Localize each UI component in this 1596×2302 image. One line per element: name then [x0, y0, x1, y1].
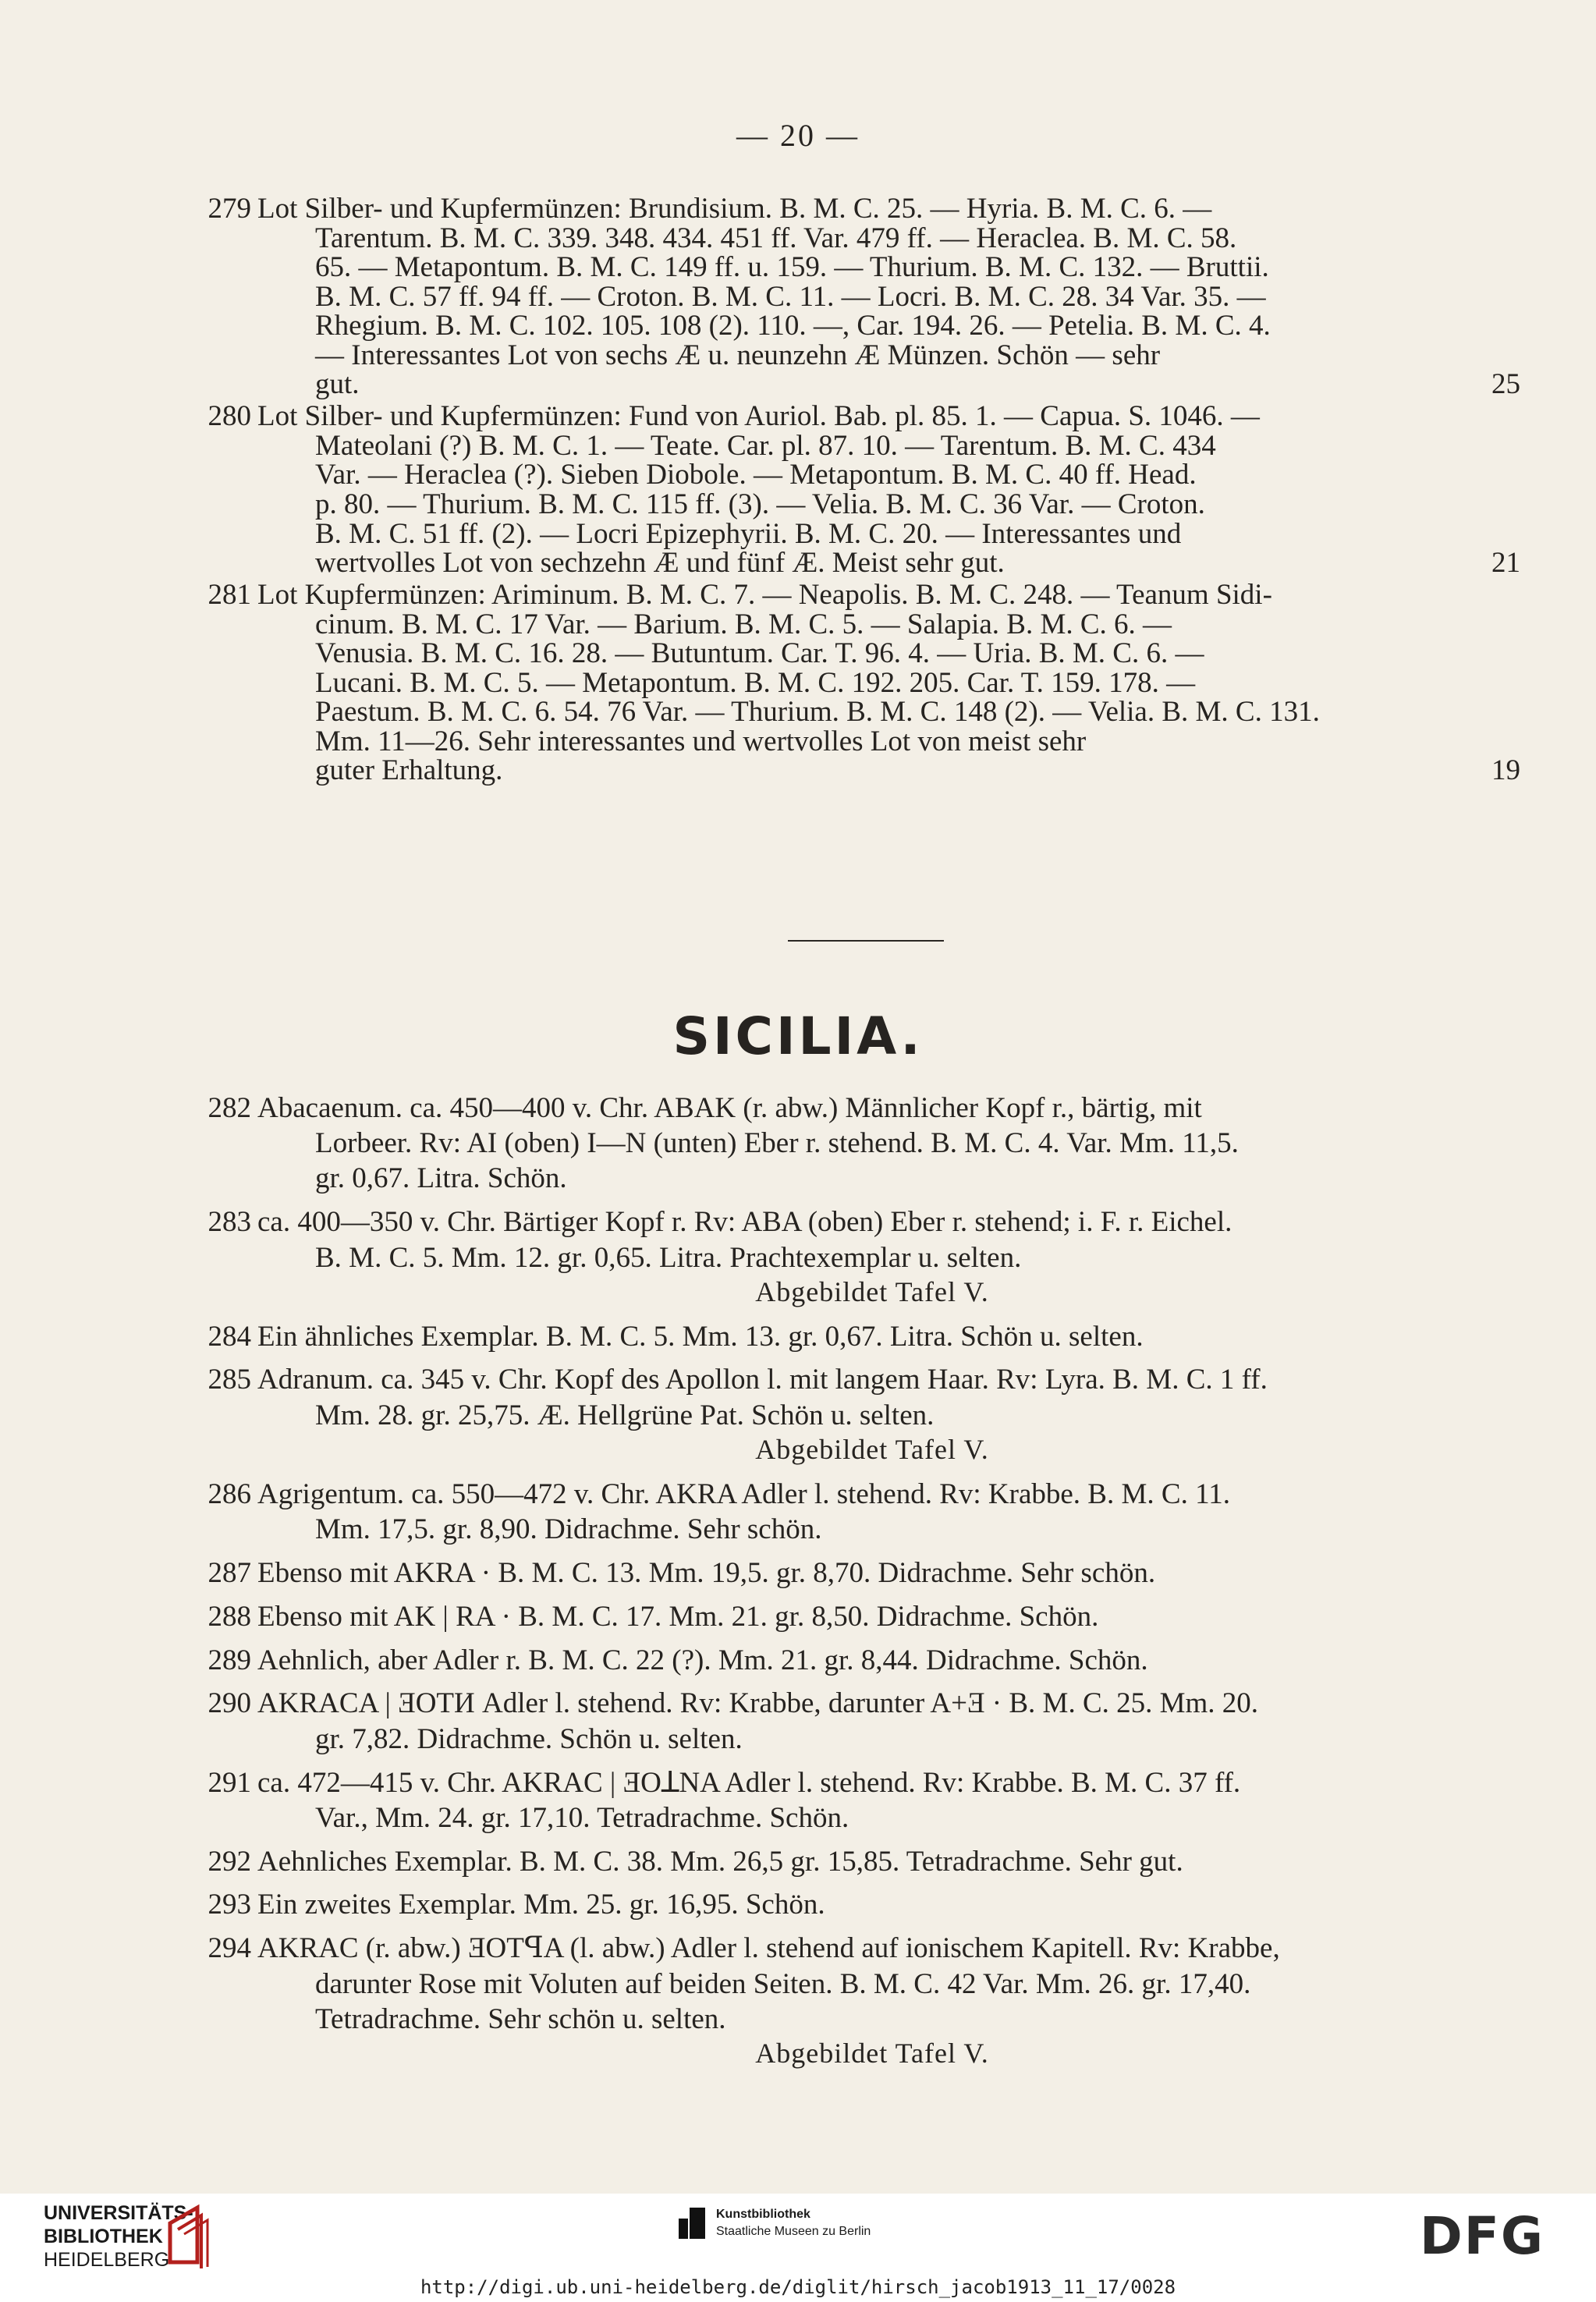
plate-reference: Abgebildet Tafel V.: [755, 2037, 989, 2069]
lot-estimate: 21: [1491, 547, 1520, 580]
kb-line-1: Kunstbibliothek: [716, 2208, 810, 2221]
lot-number: 281: [207, 579, 251, 612]
lot-text-line: Ein zweites Exemplar. Mm. 25. gr. 16,95. Schön.: [257, 1889, 825, 1921]
lot-number: 282: [207, 1092, 251, 1124]
lot-text-line: p. 80. — Thurium. B. M. C. 115 ff. (3). — Velia. B. M. C. 36 Var. — Croton.: [315, 488, 1205, 520]
section-divider: [788, 940, 944, 942]
lot-text-line: Rhegium. B. M. C. 102. 105. 108 (2). 110. —, Car. 194. 26. — Petelia. B. M. C. 4.: [315, 310, 1271, 342]
plate-reference: Abgebildet Tafel V.: [755, 1275, 989, 1307]
source-url[interactable]: http://digi.ub.uni-heidelberg.de/diglit/hirsch_jacob1913_11_17/0028: [420, 2276, 1176, 2298]
lot-text-line: Var., Mm. 24. gr. 17,10. Tetradrachme. Schön.: [315, 1801, 849, 1834]
lot-text-line: — Interessantes Lot von sechs Æ u. neunzehn Æ Münzen. Schön — sehr: [315, 339, 1161, 371]
lot-number: 293: [207, 1889, 251, 1921]
plate-reference: Abgebildet Tafel V.: [755, 1433, 989, 1465]
lot-text-line: Lot Kupfermünzen: Ariminum. B. M. C. 7. — Neapolis. B. M. C. 248. — Teanum Sidi-: [257, 579, 1272, 612]
kunstbibliothek-logo-text[interactable]: [716, 2206, 871, 2240]
lot-text-line: B. M. C. 51 ff. (2). — Locri Epizephyrii. B. M. C. 20. — Interessantes und: [315, 517, 1182, 550]
lot-text-line: Ein ähnliches Exemplar. B. M. C. 5. Mm. 13. gr. 0,67. Litra. Schön u. selten.: [257, 1320, 1144, 1353]
lot-number: 286: [207, 1477, 251, 1510]
section-title: SICILIA.: [672, 1006, 924, 1066]
lot-text-line: Lot Silber- und Kupfermünzen: Fund von Auriol. Bab. pl. 85. 1. — Capua. S. 1046. —: [257, 400, 1260, 433]
lot-text-line: Paestum. B. M. C. 6. 54. 76 Var. — Thurium. B. M. C. 148 (2). — Velia. B. M. C. 131.: [315, 696, 1320, 729]
lot-text-line: Ebenso mit AK | RA · B. M. C. 17. Mm. 21. gr. 8,50. Didrachme. Schön.: [257, 1600, 1099, 1633]
lot-text-line: wertvolles Lot von sechzehn Æ und fünf Æ. Meist sehr gut.: [315, 547, 1005, 580]
lot-text-line: Tarentum. B. M. C. 339. 348. 434. 451 ff. Var. 479 ff. — Heraclea. B. M. C. 58.: [315, 222, 1237, 254]
lot-text-line: Venusia. B. M. C. 16. 28. — Butuntum. Car. T. 96. 4. — Uria. B. M. C. 6. —: [315, 637, 1204, 670]
lot-text-line: Mm. 28. gr. 25,75. Æ. Hellgrüne Pat. Schön u. selten.: [315, 1399, 935, 1431]
lot-text-line: Lucani. B. M. C. 5. — Metapontum. B. M. C. 192. 205. Car. T. 159. 178. —: [315, 666, 1196, 699]
lot-text-line: ca. 472—415 v. Chr. AKRAC | ƎOꓕNA Adler l. stehend. Rv: Krabbe. B. M. C. 37 ff.: [257, 1766, 1241, 1799]
lot-text-line: B. M. C. 57 ff. 94 ff. — Croton. B. M. C. 11. — Locri. B. M. C. 28. 34 Var. 35. —: [315, 280, 1266, 313]
lot-text-line: Ebenso mit AKRA · B. M. C. 13. Mm. 19,5. gr. 8,70. Didrachme. Sehr schön.: [257, 1556, 1156, 1589]
lot-text-line: darunter Rose mit Voluten auf beiden Seiten. B. M. C. 42 Var. Mm. 26. gr. 17,40.: [315, 1967, 1251, 2000]
lot-text-line: Var. — Heraclea (?). Sieben Diobole. — Metapontum. B. M. C. 40 ff. Head.: [315, 459, 1197, 491]
lot-number: 279: [207, 193, 251, 225]
university-library-logo-icon: [162, 2200, 217, 2270]
lot-text-line: guter Erhaltung.: [315, 754, 503, 787]
lot-number: 290: [207, 1687, 251, 1720]
lot-text-line: gr. 7,82. Didrachme. Schön u. selten.: [315, 1722, 743, 1755]
lot-number: 288: [207, 1600, 251, 1633]
kb-line-2: Staatliche Museen zu Berlin: [716, 2225, 871, 2238]
lot-text-line: Tetradrachme. Sehr schön u. selten.: [315, 2002, 726, 2035]
lot-text-line: Agrigentum. ca. 550—472 v. Chr. AKRA Adler l. stehend. Rv: Krabbe. B. M. C. 11.: [257, 1477, 1230, 1510]
library-line-1: UNIVERSITÄTS-: [44, 2202, 193, 2224]
lot-text-line: cinum. B. M. C. 17 Var. — Barium. B. M. C. 5. — Salapia. B. M. C. 6. —: [315, 608, 1172, 640]
page-number: — 20 —: [736, 118, 860, 153]
lot-text-line: B. M. C. 5. Mm. 12. gr. 0,65. Litra. Prachtexemplar u. selten.: [315, 1241, 1022, 1274]
lot-number: 285: [207, 1364, 251, 1396]
lot-text-line: Lorbeer. Rv: AI (oben) I—N (unten) Eber r. stehend. B. M. C. 4. Var. Mm. 11,5.: [315, 1127, 1239, 1160]
lot-text-line: AKRACA | ƎOTИ Adler l. stehend. Rv: Krabbe, darunter A+Ǝ · B. M. C. 25. Mm. 20.: [257, 1687, 1259, 1720]
lot-number: 284: [207, 1320, 251, 1353]
lot-number: 292: [207, 1845, 251, 1878]
lot-text-line: 65. — Metapontum. B. M. C. 149 ff. u. 159. — Thurium. B. M. C. 132. — Bruttii.: [315, 251, 1269, 284]
lot-number: 287: [207, 1556, 251, 1589]
lot-number: 283: [207, 1206, 251, 1239]
lot-estimate: 25: [1491, 368, 1520, 401]
dfg-logo[interactable]: DFG: [1420, 2206, 1545, 2266]
lot-text-line: AKRAC (r. abw.) ƎOTꟼA (l. abw.) Adler l. stehend auf ionischem Kapitell. Rv: Krabbe,: [257, 1932, 1280, 1965]
lot-text-line: Mm. 17,5. gr. 8,90. Didrachme. Sehr schön.: [315, 1513, 822, 1545]
lot-text-line: Aehnlich, aber Adler r. B. M. C. 22 (?). Mm. 21. gr. 8,44. Didrachme. Schön.: [257, 1644, 1148, 1676]
lot-text-line: Mateolani (?) B. M. C. 1. — Teate. Car. pl. 87. 10. — Tarentum. B. M. C. 434: [315, 429, 1216, 462]
lot-text-line: Mm. 11—26. Sehr interessantes und wertvolles Lot von meist sehr: [315, 725, 1087, 757]
lot-number: 294: [207, 1932, 251, 1965]
kunstbibliothek-logo-icon: [679, 2208, 705, 2239]
lot-text-line: gr. 0,67. Litra. Schön.: [315, 1162, 567, 1195]
lot-number: 291: [207, 1766, 251, 1799]
lot-text-line: Abacaenum. ca. 450—400 v. Chr. ABAK (r. abw.) Männlicher Kopf r., bärtig, mit: [257, 1092, 1202, 1124]
lot-text-line: ca. 400—350 v. Chr. Bärtiger Kopf r. Rv: ABA (oben) Eber r. stehend; i. F. r. Eichel.: [257, 1206, 1232, 1239]
lot-text-line: gut.: [315, 368, 360, 401]
lot-number: 280: [207, 400, 251, 433]
lot-number: 289: [207, 1644, 251, 1676]
lot-text-line: Aehnliches Exemplar. B. M. C. 38. Mm. 26,5 gr. 15,85. Tetradrachme. Sehr gut.: [257, 1845, 1183, 1878]
library-line-2: BIBLIOTHEK: [44, 2226, 163, 2247]
lot-text-line: Lot Silber- und Kupfermünzen: Brundisium. B. M. C. 25. — Hyria. B. M. C. 6. —: [257, 193, 1212, 225]
library-line-3: HEIDELBERG: [44, 2249, 170, 2271]
lot-estimate: 19: [1491, 754, 1520, 787]
lot-text-line: Adranum. ca. 345 v. Chr. Kopf des Apollon l. mit langem Haar. Rv: Lyra. B. M. C. 1 ff.: [257, 1364, 1268, 1396]
